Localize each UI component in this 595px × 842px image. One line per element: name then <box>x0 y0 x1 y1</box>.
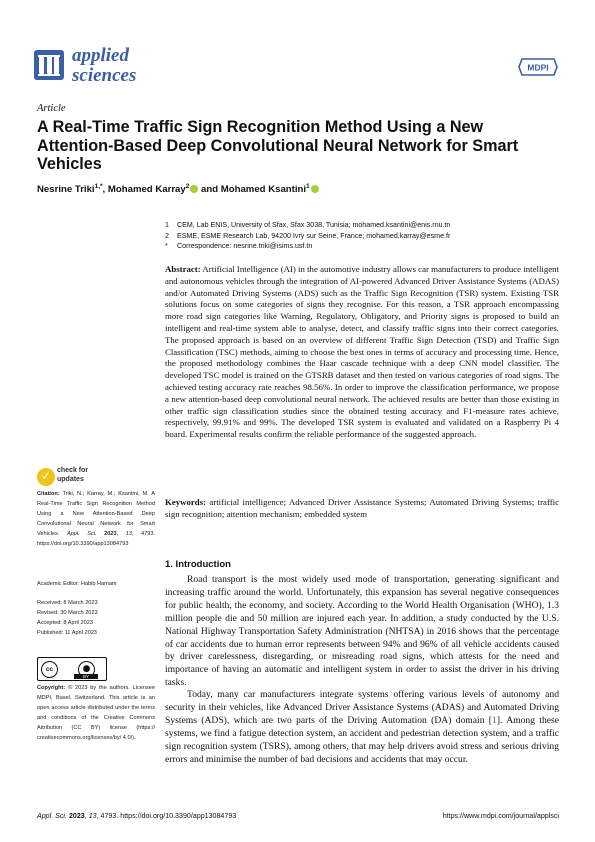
citation-block: Citation: Triki, N.; Karray, M.; Ksantini, M. A Real-Time Traffic Sign Recognition Method Using a New Attention-Based Deep Convolutional Neural Network for Smart Vehicles. Appl. Sci. 2023, 13, 4793. https://doi.org/10.3390/app13084793 <box>37 491 156 547</box>
author-affil-mark: 1 <box>306 183 310 190</box>
body-paragraph <box>165 689 559 766</box>
journal-logo <box>34 50 64 80</box>
check-updates-line1: check for <box>57 467 89 474</box>
affiliation-text: CEM, Lab ENIS, University of Sfax, Sfax 3038, Tunisia; mohamed.ksantini@enis.rnu.tn <box>177 221 451 229</box>
journal-name: applied sciences <box>72 45 137 86</box>
checkmark-icon: ✓ <box>41 469 52 483</box>
author-name[interactable]: Mohamed Karray <box>107 184 186 196</box>
author-affil-mark: 1,* <box>94 183 103 190</box>
citation-journal: Appl. Sci. <box>66 530 97 537</box>
accepted-date: Accepted: 8 April 2023 <box>37 619 93 626</box>
keywords-label: Keywords: <box>165 497 207 507</box>
correspondence-row <box>165 241 555 252</box>
abstract-label: Abstract: <box>165 264 201 274</box>
keywords-text: artificial intelligence; Advanced Driver Assistance Systems; Automated Driving Systems; traffic sign recognition; attention mechanism; embedded system <box>165 497 559 519</box>
affiliation-row <box>165 220 555 231</box>
attribution-person-icon: ● <box>78 661 95 678</box>
affiliations <box>165 220 555 252</box>
academic-editor: Academic Editor: Habib Hamam <box>37 581 117 587</box>
author-list <box>37 183 319 195</box>
mdpi-logo-text: MDPI <box>527 62 549 73</box>
paragraph-text: ]. Among these systems, we find a fatigue detection system, an accident and pedestrian detection system, and a traffic sign recognition system (TSRS), among others, that may help drivers avoid stress and serious driving errors and minimise the number of bad decisions and accidents that may occur. <box>165 714 559 765</box>
cc-by-label: BY <box>74 674 98 679</box>
revised-date: Revised: 30 March 2023 <box>37 609 98 616</box>
cc-icon: cc <box>41 661 58 678</box>
footer-volume: 13 <box>88 812 97 820</box>
copyright-block <box>37 684 155 743</box>
footer-journal: Appl. Sci. <box>37 812 67 820</box>
author-affil-mark: 2 <box>185 183 190 190</box>
section-heading: 1. Introduction <box>165 559 231 570</box>
citation-year: 2023 <box>104 530 117 537</box>
citation-text: Triki, N.; Karray, M.; Ksantini, M. A Real-Time Traffic Sign Recognition Method Using a New Attention-Based Deep Convolutional Neural Network for Smart Vehicles. <box>37 491 156 537</box>
footer-journal-url[interactable]: https://www.mdpi.com/journal/applsci <box>442 812 559 820</box>
publication-dates <box>37 599 155 639</box>
copyright-label: Copyright: <box>37 685 66 691</box>
citation-volume: 13 <box>125 530 132 537</box>
author-separator: , <box>102 184 108 196</box>
published-date: Published: 11 April 2023 <box>37 629 97 636</box>
paper-title: A Real-Time Traffic Sign Recognition Method Using a New Attention-Based Deep Convolutional Neural Network for Smart Vehicles <box>37 118 519 174</box>
cc-by-license-badge[interactable] <box>37 657 107 681</box>
received-date: Received: 8 March 2023 <box>37 600 98 606</box>
affiliation-mark: 2 <box>165 231 169 240</box>
check-updates-line2: updates <box>57 475 84 483</box>
correspondence-text: Correspondence: nesrine.triki@isims.usf.tn <box>177 242 313 250</box>
footer-citation: Appl. Sci. 2023, 13, 4793. https://doi.org/10.3390/app13084793 <box>37 812 237 820</box>
keywords <box>165 497 559 521</box>
citation-label: Citation: <box>37 491 60 497</box>
author-separator: and <box>198 184 221 196</box>
footer-year: 2023 <box>68 812 85 820</box>
paragraph-text: Road transport is the most widely used mode of transportation, generating significant and increasing traffic around the world. Unfortunately, this expansion has several negative consequences for public health, the economy, and society. According to the World Health Organisation (WHO), 1.3 million people die and 50 million are injured each year. In addition, a study conducted by the U.S. National Highway Transportation Safety Administration (NHTSA) in 2016 shows that the percentage of car accidents due to human error represents between 94% and 96% of all vehicle accidents caused by driver carelessness, disregarding, or misreading road signs, which attests for the need and importance of having an automatic and intelligent system in order to assist the driver in his driving tasks. <box>165 574 559 689</box>
abstract <box>165 264 559 441</box>
affiliation-mark: 1 <box>165 221 169 229</box>
abstract-text: Artificial Intelligence (AI) in the automotive industry allows car manufacturers to produce intelligent and autonomous vehicles through the integration of AI-powered Advanced Driver Assistance Systems (ADAS) and/or Automated Driving Systems (ADS) such as the Traffic Sign Recognition (TSR) system. Existing TSR solutions focus on some categories of signs they recognise. For this reason, a TSR approach encompassing more road sign categories like Warning, Regulatory, Obligatory, and Priority signs is proposed to build an intelligent and real-time system able to analyse, detect, and classify traffic signs into their correct categories. The proposed approach is based on an overview of different Traffic Sign Detection (TSD) and Traffic Sign Classification (TSC) methods, aiming to choose the best ones in terms of accuracy and processing time. Hence, the proposed methodology combines the Haar cascade technique with a deep CNN model classifier. The developed TSC model is trained on the GTSRB dataset and then tested on various categories of road signs. The achieved testing accuracy rate reaches 98.56%. In order to improve the classification performance, we propose a new attention-based deep convolutional neural network. The achieved results are better than those existing in other traffic sign classification studies since the obtained testing accuracy and F1-measure rates achieve, respectively, 99.91% and 99%. The developed TSR system is evaluated and validated on a Raspberry Pi 4 board. Experimental results confirm the reliable performance of the suggested approach. <box>165 264 559 440</box>
reference-link[interactable]: 1 <box>492 714 497 726</box>
affiliation-text: ESME, ESME Research Lab, 94200 Ivry sur Seine, France; mohamed.karray@esme.fr <box>177 231 451 240</box>
orcid-icon[interactable] <box>311 185 319 193</box>
paragraph-text: Today, many car manufacturers integrate systems offering various levels of autonomy and security in their vehicles, like Advanced Driver Assistance Systems (ADAS) and Automated Driving Systems (ADS), which are two parts of the Driving Automation (DA) domain [ <box>165 689 559 726</box>
footer-doi-link[interactable]: , 4793. https://doi.org/10.3390/app13084793 <box>96 812 237 820</box>
affiliation-mark: * <box>165 242 168 250</box>
page-footer <box>37 812 559 820</box>
check-for-updates-button[interactable] <box>37 467 117 489</box>
article-type: Article <box>37 103 66 114</box>
author-name[interactable]: Mohamed Ksantini <box>220 184 307 196</box>
mdpi-logo <box>518 58 558 76</box>
citation-doi[interactable]: , 4793. https://doi.org/10.3390/app13084793 <box>37 530 156 547</box>
affiliation-row <box>165 231 555 242</box>
body-paragraph <box>165 574 559 690</box>
author-name[interactable]: Nesrine Triki <box>37 184 95 196</box>
copyright-text: © 2023 by the authors. Licensee MDPI, Basel, Switzerland. This article is an open access article distributed under the terms and conditions of the Creative Commons Attribution (CC BY) license (https:// creativecommons.org/licenses/by/ 4.0/). <box>37 685 155 741</box>
